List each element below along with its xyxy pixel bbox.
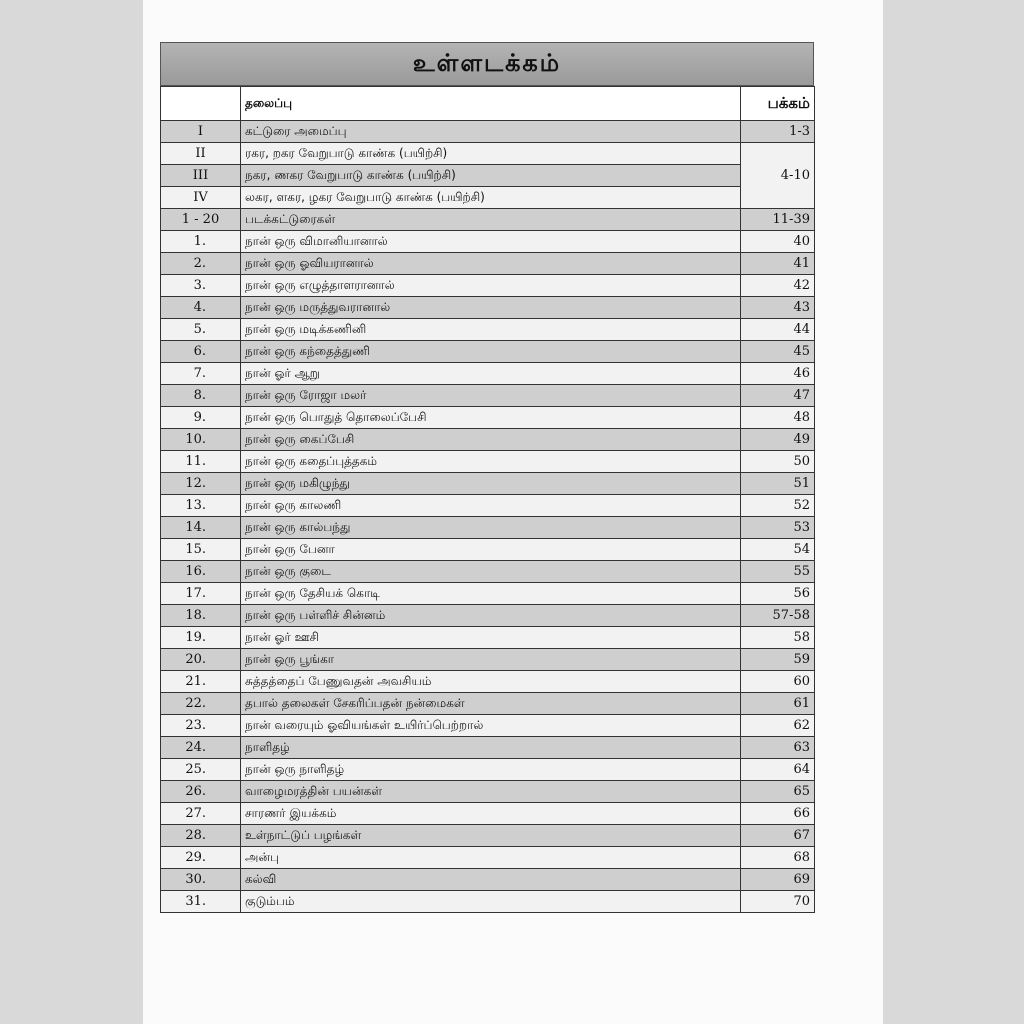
table-row — [161, 385, 815, 407]
row-number: 21. — [161, 671, 241, 693]
row-topic: நான் ஒரு ரோஜா மலர் — [241, 385, 741, 407]
row-number: 31. — [161, 891, 241, 913]
table-row — [161, 297, 815, 319]
table-row — [161, 187, 815, 209]
row-page: 11-39 — [741, 209, 815, 231]
row-page: 53 — [741, 517, 815, 539]
table-row — [161, 781, 815, 803]
row-topic: நான் ஓர் ஊசி — [241, 627, 741, 649]
row-page: 60 — [741, 671, 815, 693]
row-topic: நான் வரையும் ஓவியங்கள் உயிர்ப்பெற்றால் — [241, 715, 741, 737]
row-number: 13. — [161, 495, 241, 517]
row-topic: நான் ஒரு கால்பந்து — [241, 517, 741, 539]
table-row — [161, 517, 815, 539]
table-row — [161, 583, 815, 605]
row-number: 30. — [161, 869, 241, 891]
row-page: 67 — [741, 825, 815, 847]
table-row — [161, 693, 815, 715]
row-page: 40 — [741, 231, 815, 253]
row-number: 22. — [161, 693, 241, 715]
row-topic: நான் ஒரு தேசியக் கொடி — [241, 583, 741, 605]
row-page: 54 — [741, 539, 815, 561]
row-page: 4-10 — [741, 143, 815, 209]
row-number: 18. — [161, 605, 241, 627]
row-topic: நான் ஒரு பொதுத் தொலைப்பேசி — [241, 407, 741, 429]
row-page: 69 — [741, 869, 815, 891]
row-number: 4. — [161, 297, 241, 319]
row-number: 16. — [161, 561, 241, 583]
table-row — [161, 429, 815, 451]
table-row — [161, 165, 815, 187]
row-page: 62 — [741, 715, 815, 737]
row-number: 9. — [161, 407, 241, 429]
table-row — [161, 253, 815, 275]
row-page: 44 — [741, 319, 815, 341]
row-topic: நான் ஒரு பூங்கா — [241, 649, 741, 671]
row-topic: நான் ஒரு கதைப்புத்தகம் — [241, 451, 741, 473]
row-topic: லகர, ளகர, ழகர வேறுபாடு காண்க (பயிற்சி) — [241, 187, 741, 209]
table-row — [161, 407, 815, 429]
row-number: 7. — [161, 363, 241, 385]
row-number: 26. — [161, 781, 241, 803]
row-page: 43 — [741, 297, 815, 319]
table-row — [161, 209, 815, 231]
table-row — [161, 627, 815, 649]
row-number: 14. — [161, 517, 241, 539]
table-row — [161, 803, 815, 825]
row-number: 25. — [161, 759, 241, 781]
row-topic: நான் ஒரு கந்தைத்துணி — [241, 341, 741, 363]
row-page: 41 — [741, 253, 815, 275]
row-number: III — [161, 165, 241, 187]
row-topic: கல்வி — [241, 869, 741, 891]
row-topic: நகர, ணகர வேறுபாடு காண்க (பயிற்சி) — [241, 165, 741, 187]
row-page: 63 — [741, 737, 815, 759]
row-topic: நான் ஓர் ஆறு — [241, 363, 741, 385]
topic-column-header: தலைப்பு — [241, 87, 741, 121]
row-page: 57-58 — [741, 605, 815, 627]
table-header-row — [161, 87, 815, 121]
row-number: 15. — [161, 539, 241, 561]
row-topic: சாரணர் இயக்கம் — [241, 803, 741, 825]
row-number: 3. — [161, 275, 241, 297]
row-topic: நான் ஒரு மகிழுந்து — [241, 473, 741, 495]
row-page: 46 — [741, 363, 815, 385]
row-topic: உள்நாட்டுப் பழங்கள் — [241, 825, 741, 847]
page-column-header: பக்கம் — [741, 87, 815, 121]
row-page: 65 — [741, 781, 815, 803]
row-topic: நான் ஒரு மடிக்கணினி — [241, 319, 741, 341]
table-row — [161, 363, 815, 385]
row-number: 19. — [161, 627, 241, 649]
row-topic: நான் ஒரு எழுத்தாளரானால் — [241, 275, 741, 297]
row-page: 48 — [741, 407, 815, 429]
contents-title-bar — [160, 42, 814, 86]
row-page: 68 — [741, 847, 815, 869]
row-number: 1 - 20 — [161, 209, 241, 231]
table-row — [161, 451, 815, 473]
table-row — [161, 473, 815, 495]
row-topic: நான் ஒரு நாளிதழ் — [241, 759, 741, 781]
table-of-contents — [160, 86, 815, 913]
row-topic: வாழைமரத்தின் பயன்கள் — [241, 781, 741, 803]
row-topic: குடும்பம் — [241, 891, 741, 913]
row-page: 61 — [741, 693, 815, 715]
table-row — [161, 319, 815, 341]
row-page: 56 — [741, 583, 815, 605]
row-page: 59 — [741, 649, 815, 671]
table-row — [161, 649, 815, 671]
row-number: 20. — [161, 649, 241, 671]
row-page: 70 — [741, 891, 815, 913]
row-page: 49 — [741, 429, 815, 451]
row-number: 2. — [161, 253, 241, 275]
row-number: 6. — [161, 341, 241, 363]
row-page: 55 — [741, 561, 815, 583]
table-row — [161, 869, 815, 891]
row-page: 64 — [741, 759, 815, 781]
table-row — [161, 605, 815, 627]
row-page: 45 — [741, 341, 815, 363]
row-number: II — [161, 143, 241, 165]
table-row — [161, 847, 815, 869]
row-page: 51 — [741, 473, 815, 495]
row-page: 50 — [741, 451, 815, 473]
row-topic: நாளிதழ் — [241, 737, 741, 759]
table-row — [161, 759, 815, 781]
row-number: 1. — [161, 231, 241, 253]
row-page: 47 — [741, 385, 815, 407]
row-number: 27. — [161, 803, 241, 825]
row-page: 42 — [741, 275, 815, 297]
table-row — [161, 671, 815, 693]
row-topic: நான் ஒரு விமானியானால் — [241, 231, 741, 253]
table-row — [161, 825, 815, 847]
row-number: 12. — [161, 473, 241, 495]
row-topic: நான் ஒரு ஓவியரானால் — [241, 253, 741, 275]
row-number: 11. — [161, 451, 241, 473]
row-page: 58 — [741, 627, 815, 649]
page-title: உள்ளடக்கம் — [412, 48, 562, 77]
row-number: 8. — [161, 385, 241, 407]
table-row — [161, 715, 815, 737]
row-topic: நான் ஒரு பேனா — [241, 539, 741, 561]
table-row — [161, 121, 815, 143]
row-topic: நான் ஒரு பள்ளிச் சின்னம் — [241, 605, 741, 627]
row-number: 10. — [161, 429, 241, 451]
row-topic: நான் ஒரு கைப்பேசி — [241, 429, 741, 451]
row-topic: நான் ஒரு மருத்துவரானால் — [241, 297, 741, 319]
row-topic: தபால் தலைகள் சேகரிப்பதன் நன்மைகள் — [241, 693, 741, 715]
row-number: 24. — [161, 737, 241, 759]
table-row — [161, 341, 815, 363]
row-number: 28. — [161, 825, 241, 847]
row-topic: படக்கட்டுரைகள் — [241, 209, 741, 231]
row-number: 29. — [161, 847, 241, 869]
row-topic: நான் ஒரு குடை — [241, 561, 741, 583]
row-number: 5. — [161, 319, 241, 341]
table-row — [161, 539, 815, 561]
row-topic: ரகர, றகர வேறுபாடு காண்க (பயிற்சி) — [241, 143, 741, 165]
row-number: I — [161, 121, 241, 143]
table-row — [161, 737, 815, 759]
row-topic: அன்பு — [241, 847, 741, 869]
row-page: 66 — [741, 803, 815, 825]
row-topic: சுத்தத்தைப் பேணுவதன் அவசியம் — [241, 671, 741, 693]
table-row — [161, 891, 815, 913]
table-row — [161, 561, 815, 583]
table-row — [161, 143, 815, 165]
row-page: 52 — [741, 495, 815, 517]
row-number: IV — [161, 187, 241, 209]
row-topic: கட்டுரை அமைப்பு — [241, 121, 741, 143]
row-topic: நான் ஒரு காலணி — [241, 495, 741, 517]
table-row — [161, 495, 815, 517]
table-row — [161, 231, 815, 253]
row-page: 1-3 — [741, 121, 815, 143]
row-number: 23. — [161, 715, 241, 737]
table-row — [161, 275, 815, 297]
number-column-header — [161, 87, 241, 121]
row-number: 17. — [161, 583, 241, 605]
